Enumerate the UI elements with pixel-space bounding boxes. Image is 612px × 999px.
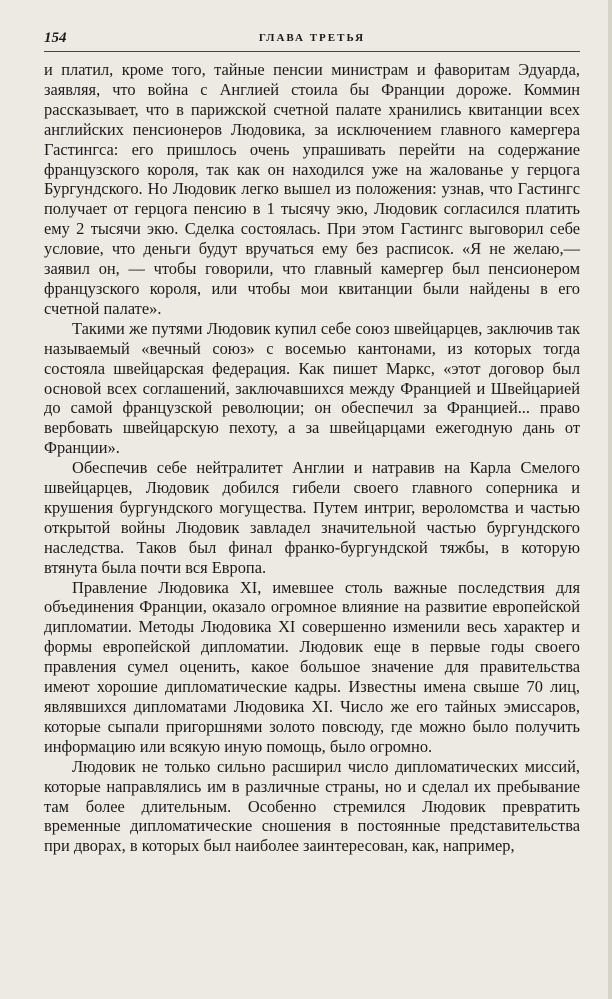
running-head	[44, 30, 580, 48]
paragraph: Правление Людовика XI, имевшее столь важные последствия для объединения Франции, оказало огромное влияние на развитие европейской дипломатии. Методы Людовика XI совершенно изменили весь характер и формы европейской дипломатии. Людовик еще в первые годы своего правления сумел оценить, какое большое значение для правительства имеют хорошие дипломатические кадры. Известны имена свыше 70 лиц, являвшихся дипломатами Людовика XI. Число же его тайных эмиссаров, которые сыпали пригоршнями золото повсюду, где можно было получить информацию или всякую иную помощь, было огромно.	[44, 577, 580, 756]
page-edge	[608, 0, 612, 999]
body-text	[44, 60, 580, 856]
page-number: 154	[44, 30, 67, 46]
paragraph: Обеспечив себе нейтралитет Англии и натравив на Карла Смелого швейцарцев, Людовик добился гибели своего главного соперника и крушения бургундского могущества. Путем интриг, вероломства и частью открытой войны Людовик завладел значительной частью бургундского наследства. Таков был финал франко-бургундской тяжбы, в которую втянута была почти вся Европа.	[44, 458, 580, 577]
header-rule	[44, 51, 580, 52]
paragraph: Такими же путями Людовик купил себе союз швейцарцев, заключив так называемый «вечный союз» с восемью кантонами, из которых тогда состояла швейцарская федерация. Как пишет Маркс, «этот договор был основой всех соглашений, заключавшихся между Францией и Швейцарией до самой французской революции; он обеспечил за Францией... право вербовать швейцарскую пехоту, а за швейцарцами ежегодную дань от Франции».	[44, 318, 580, 458]
paragraph: и платил, кроме того, тайные пенсии министрам и фаворитам Эдуарда, заявляя, что война с Англией стоила бы Франции дороже. Коммин рассказывает, что в парижской счетной палате хранились квитанции всех английских пенсионеров Людовика, за исключением главного камергера Гастингса: его пришлось очень упрашивать перейти на содержание французского короля, так как он находился уже на жалованье у герцога Бургундского. Но Людовик легко вышел из положения: узнав, что Гастингс получает от герцога пенсию в 1 тысячу экю, Людовик согласился платить ему 2 тысячи экю. Сделка состоялась. При этом Гастингс выговорил себе условие, что деньги будут вручаться ему без расписок. «Я не желаю,— заявил он, — чтобы говорили, что главный камергер был пенсионером французского короля, или чтобы мои квитанции были найдены в его счетной палате».	[44, 60, 580, 318]
paragraph: Людовик не только сильно расширил число дипломатических миссий, которые направлялись им в различные страны, но и сделал их пребывание там более длительным. Особенно стремился Людовик превратить временные дипломатические сношения в постоянные представительства при дворах, в которых был наиболее заинтересован, как, например,	[44, 756, 580, 856]
chapter-title: ГЛАВА ТРЕТЬЯ	[258, 32, 366, 44]
